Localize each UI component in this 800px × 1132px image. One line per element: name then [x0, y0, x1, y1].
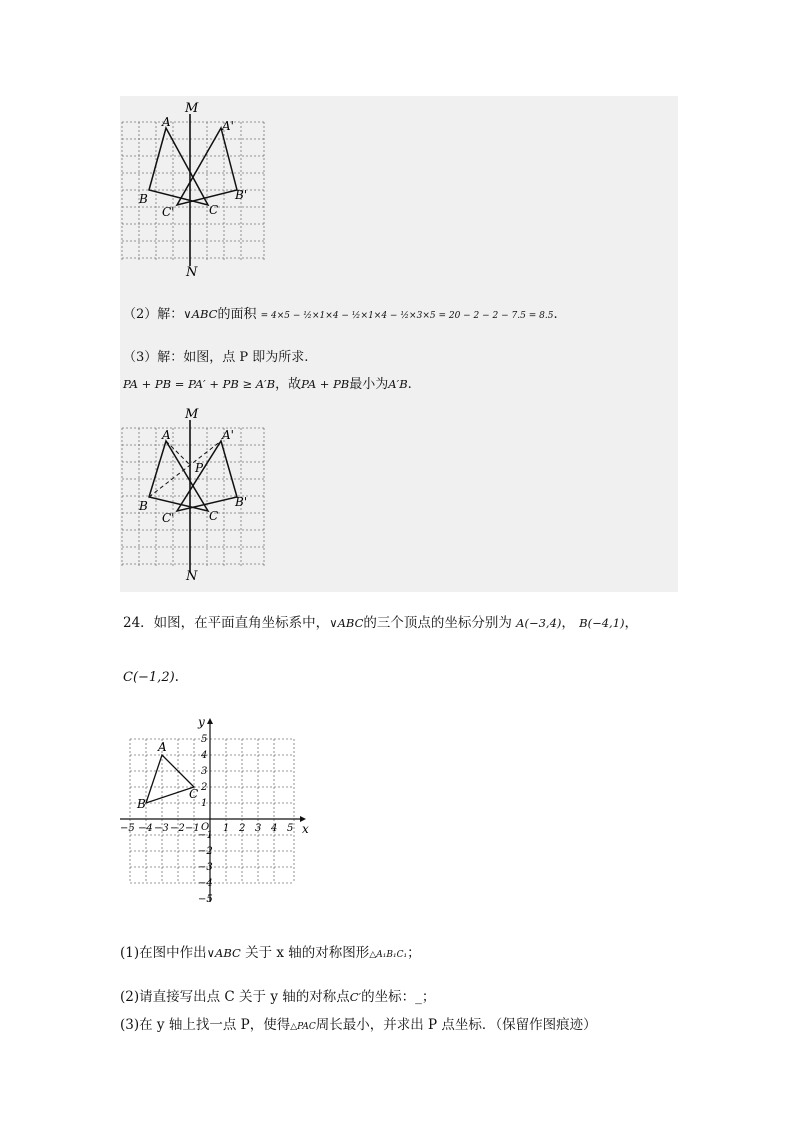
x-tick: 4 [271, 823, 278, 834]
x-tick: −1 [185, 823, 200, 834]
x-tick: 3 [255, 823, 262, 834]
y-tick: 4 [201, 750, 208, 761]
x-tick: −5 [120, 823, 135, 834]
origin-label: O [201, 822, 210, 833]
sub3-triangle: △PAC [290, 1022, 316, 1032]
part3-line1: （3）解：如图，点 P 即为所求. [123, 350, 309, 365]
label-N: N [186, 265, 198, 280]
coordinate-plane [118, 712, 318, 912]
y-tick: 5 [201, 734, 208, 745]
subquestion-3 [120, 1016, 597, 1036]
q24-sep2: ， [624, 615, 639, 631]
label-C-prime-2: C' [162, 511, 175, 525]
q24-point-C: C(−1,2) [123, 670, 175, 685]
label-C-prime: C' [162, 205, 175, 219]
sub3-text: (3)在 y 轴上找一点 P，使得 [120, 1017, 291, 1033]
label-B-prime-2: B' [235, 495, 248, 509]
y-tick: −5 [198, 894, 213, 905]
part2-end: . [553, 307, 558, 322]
question-24 [123, 614, 638, 632]
part2-mid: 的面积 [217, 307, 257, 322]
question-24-cont [123, 668, 179, 687]
part2-expression: = 4×5 − ½×1×4 − ½×1×4 − ½×3×5 = 20 − 2 − 2 − 7.5 = 8.5 [260, 311, 554, 321]
y-tick: 2 [201, 782, 208, 793]
sub1-text2: 关于 x 轴的对称图形 [245, 945, 370, 961]
label-A: A [162, 115, 171, 129]
symmetry-figure-1 [118, 100, 278, 280]
part3-inequality: PA + PB = PA′ + PB ≥ A′B [123, 377, 276, 391]
q24-point-B: B(−4,1) [579, 616, 625, 630]
y-tick: −1 [198, 830, 213, 841]
label-B-2: B [139, 499, 148, 513]
label-B: B [139, 192, 148, 206]
x-tick: 1 [223, 823, 230, 834]
sub3-text2: 周长最小，并求出 P 点坐标．（保留作图痕迹） [315, 1017, 597, 1033]
label-A-prime: A' [222, 119, 234, 133]
x-tick: −4 [138, 823, 153, 834]
sub2-text2: 的坐标：_； [361, 989, 436, 1005]
part3-min: A′B [388, 377, 408, 391]
sub2-text: (2)请直接写出点 C 关于 y 轴的对称点 [120, 989, 350, 1005]
q24-end: . [174, 669, 179, 685]
label-P-2: P [195, 461, 204, 475]
label-B-prime: B' [235, 188, 248, 202]
y-tick: 1 [201, 798, 208, 809]
sub1-text: (1)在图中作出 [120, 945, 207, 961]
sub1-triangle: ∨ABC [206, 946, 241, 960]
point-label-C: C [189, 787, 199, 801]
part3-text: ，故 [275, 377, 302, 392]
q24-text: 的三个顶点的坐标分别为 [363, 615, 512, 631]
label-A-prime-2: A' [222, 428, 234, 442]
q24-number: 24．如图，在平面直角坐标系中， [123, 615, 330, 631]
symmetry-figure-2 [118, 408, 278, 588]
sub2-point: C′ [349, 990, 362, 1004]
sub1-triangle2: △A₁B₁C₁ [369, 950, 408, 960]
y-tick: 3 [201, 766, 208, 777]
q24-point-A: A(−3,4) [516, 616, 562, 630]
x-tick: −2 [170, 823, 185, 834]
subquestion-2 [120, 988, 435, 1006]
point-label-B: B [137, 797, 146, 811]
part3-text2: 最小为 [349, 377, 389, 392]
point-label-A: A [158, 740, 167, 754]
label-M-2: M [185, 407, 199, 422]
label-C: C [209, 203, 219, 217]
y-tick: −2 [198, 846, 213, 857]
part2-prefix: （2）解： [123, 307, 184, 322]
x-tick: −3 [154, 823, 169, 834]
x-tick: 5 [287, 823, 294, 834]
y-axis-label: y [198, 715, 205, 729]
q24-triangle: ∨ABC [329, 616, 364, 630]
label-C-2: C [209, 509, 219, 523]
part3-line2 [123, 376, 412, 393]
part3-end: . [407, 377, 412, 392]
x-axis-label: x [302, 822, 309, 836]
x-tick: 2 [239, 823, 246, 834]
part2-triangle: ∨ABC [183, 307, 218, 321]
subquestion-1 [120, 944, 421, 964]
part2-line [123, 306, 558, 324]
q24-sep: ， [561, 615, 575, 631]
y-tick: −4 [198, 878, 213, 889]
y-tick: −3 [198, 862, 213, 873]
label-M: M [185, 101, 199, 116]
part3-sum: PA + PB [301, 377, 350, 391]
label-N-2: N [186, 569, 198, 584]
label-A-2: A [162, 428, 171, 442]
sub1-end: ； [407, 945, 421, 961]
